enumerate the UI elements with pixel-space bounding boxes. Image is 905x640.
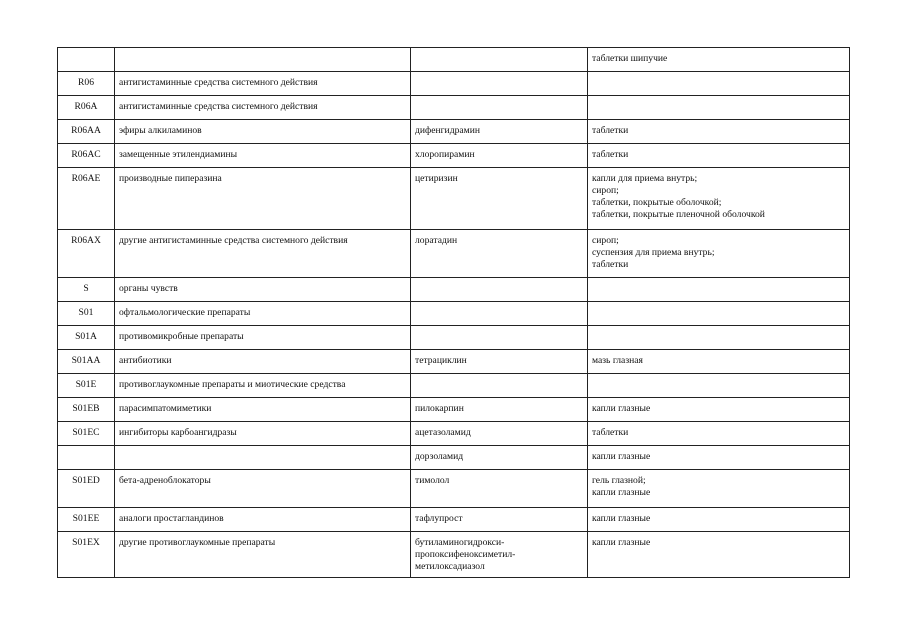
table-row — [58, 532, 850, 578]
atc-code-cell — [58, 532, 115, 578]
drug-name: метилоксадиазол — [415, 561, 485, 572]
drug-name-cell — [411, 302, 588, 326]
atc-code: S01EC — [72, 427, 100, 438]
anatomical-group-cell — [115, 302, 411, 326]
atc-code: S01E — [75, 379, 97, 390]
drug-name-cell — [411, 350, 588, 374]
atc-code-cell — [58, 96, 115, 120]
dosage-form: таблетки — [592, 149, 629, 160]
anatomical-group-cell — [115, 96, 411, 120]
atc-code: S01AA — [71, 355, 101, 366]
anatomical-group-cell — [115, 446, 411, 470]
anatomical-group-cell — [115, 278, 411, 302]
atc-code: S01EX — [72, 537, 100, 548]
table-row — [58, 72, 850, 96]
drug-name: цетиризин — [415, 173, 458, 184]
anatomical-group-cell — [115, 48, 411, 72]
drug-name-cell — [411, 168, 588, 230]
drug-name-cell — [411, 144, 588, 168]
anatomical-group: органы чувств — [119, 283, 178, 294]
anatomical-group: офтальмологические препараты — [119, 307, 251, 318]
table-row — [58, 168, 850, 230]
atc-code-cell — [58, 508, 115, 532]
dosage-form-cell — [588, 350, 850, 374]
table-row — [58, 446, 850, 470]
dosage-form: капли глазные — [592, 403, 651, 414]
dosage-form-cell — [588, 326, 850, 350]
atc-code-cell — [58, 446, 115, 470]
drug-name: тимолол — [415, 475, 450, 486]
drug-name: бутиламиногидрокси- — [415, 537, 505, 548]
dosage-form: суспензия для приема внутрь; — [592, 247, 715, 258]
atc-code: R06AA — [71, 125, 101, 136]
atc-code-cell — [58, 326, 115, 350]
anatomical-group: замещенные этилендиамины — [119, 149, 238, 160]
dosage-form: таблетки шипучие — [592, 53, 668, 64]
atc-code: R06AE — [71, 173, 101, 184]
atc-code-cell — [58, 398, 115, 422]
atc-code: S01A — [75, 331, 97, 342]
dosage-form: капли глазные — [592, 451, 651, 462]
atc-code: R06 — [78, 77, 94, 88]
anatomical-group-cell — [115, 350, 411, 374]
anatomical-group: парасимпатомиметики — [119, 403, 212, 414]
anatomical-group-cell — [115, 168, 411, 230]
drug-table — [57, 47, 850, 578]
dosage-form-cell — [588, 72, 850, 96]
anatomical-group: противоглаукомные препараты и миотические средства — [119, 379, 346, 390]
atc-code: S01ED — [72, 475, 100, 486]
atc-code: S01EE — [72, 513, 100, 524]
drug-name-cell — [411, 532, 588, 578]
drug-name-cell — [411, 508, 588, 532]
dosage-form-cell — [588, 120, 850, 144]
dosage-form: таблетки — [592, 259, 629, 270]
drug-name-cell — [411, 422, 588, 446]
dosage-form: мазь глазная — [592, 355, 643, 366]
drug-name: тафлупрост — [415, 513, 463, 524]
anatomical-group: аналоги простагландинов — [119, 513, 224, 524]
dosage-form-cell — [588, 508, 850, 532]
table-row — [58, 374, 850, 398]
dosage-form: гель глазной; — [592, 475, 646, 486]
dosage-form-cell — [588, 96, 850, 120]
table-row — [58, 508, 850, 532]
atc-code-cell — [58, 230, 115, 278]
table-row — [58, 230, 850, 278]
anatomical-group: антигистаминные средства системного действия — [119, 77, 318, 88]
drug-name-cell — [411, 278, 588, 302]
anatomical-group-cell — [115, 230, 411, 278]
atc-code: S — [83, 283, 89, 294]
atc-code-cell — [58, 168, 115, 230]
anatomical-group-cell — [115, 470, 411, 508]
drug-name-cell — [411, 120, 588, 144]
anatomical-group-cell — [115, 532, 411, 578]
dosage-form-cell — [588, 532, 850, 578]
drug-name: дифенгидрамин — [415, 125, 480, 136]
atc-code: S01 — [78, 307, 94, 318]
dosage-form-cell — [588, 446, 850, 470]
drug-name-cell — [411, 446, 588, 470]
atc-code-cell — [58, 72, 115, 96]
atc-code-cell — [58, 48, 115, 72]
anatomical-group-cell — [115, 326, 411, 350]
anatomical-group: ингибиторы карбоангидразы — [119, 427, 237, 438]
drug-name-cell — [411, 48, 588, 72]
dosage-form: сироп; — [592, 235, 619, 246]
atc-code-cell — [58, 278, 115, 302]
table-row — [58, 302, 850, 326]
drug-name: пилокарпин — [415, 403, 464, 414]
anatomical-group-cell — [115, 398, 411, 422]
table-row — [58, 350, 850, 374]
drug-name-cell — [411, 230, 588, 278]
dosage-form: таблетки — [592, 125, 629, 136]
table-row — [58, 48, 850, 72]
dosage-form: сироп; — [592, 185, 619, 196]
anatomical-group: производные пиперазина — [119, 173, 222, 184]
drug-name-cell — [411, 326, 588, 350]
dosage-form-cell — [588, 302, 850, 326]
anatomical-group-cell — [115, 508, 411, 532]
dosage-form: капли глазные — [592, 513, 651, 524]
dosage-form-cell — [588, 48, 850, 72]
anatomical-group-cell — [115, 72, 411, 96]
drug-name-cell — [411, 470, 588, 508]
atc-code: R06A — [74, 101, 98, 112]
atc-code: R06AX — [71, 235, 101, 246]
table-row — [58, 120, 850, 144]
dosage-form: таблетки — [592, 427, 629, 438]
table-row — [58, 278, 850, 302]
anatomical-group-cell — [115, 120, 411, 144]
table-row — [58, 422, 850, 446]
table-row — [58, 326, 850, 350]
atc-code-cell — [58, 302, 115, 326]
anatomical-group: эфиры алкиламинов — [119, 125, 202, 136]
dosage-form: капли глазные — [592, 487, 651, 498]
atc-code: S01EB — [72, 403, 100, 414]
atc-code: R06AC — [71, 149, 101, 160]
dosage-form: капли глазные — [592, 537, 651, 548]
drug-name: ацетазоламид — [415, 427, 471, 438]
atc-code-cell — [58, 350, 115, 374]
atc-code-cell — [58, 374, 115, 398]
table-row — [58, 398, 850, 422]
dosage-form-cell — [588, 398, 850, 422]
atc-code-cell — [58, 144, 115, 168]
anatomical-group-cell — [115, 422, 411, 446]
dosage-form: капли для приема внутрь; — [592, 173, 698, 184]
drug-table-body — [58, 48, 850, 578]
dosage-form-cell — [588, 278, 850, 302]
drug-name-cell — [411, 72, 588, 96]
drug-name: лоратадин — [415, 235, 458, 246]
atc-code-cell — [58, 422, 115, 446]
table-row — [58, 96, 850, 120]
table-row — [58, 470, 850, 508]
anatomical-group-cell — [115, 144, 411, 168]
drug-name: дорзоламид — [415, 451, 464, 462]
atc-code-cell — [58, 120, 115, 144]
dosage-form-cell — [588, 144, 850, 168]
drug-name: пропоксифеноксиметил- — [415, 549, 516, 560]
dosage-form: таблетки, покрытые оболочкой; — [592, 197, 722, 208]
anatomical-group: антигистаминные средства системного действия — [119, 101, 318, 112]
dosage-form-cell — [588, 168, 850, 230]
dosage-form-cell — [588, 230, 850, 278]
anatomical-group: другие антигистаминные средства системного действия — [119, 235, 348, 246]
atc-code-cell — [58, 470, 115, 508]
dosage-form-cell — [588, 470, 850, 508]
anatomical-group-cell — [115, 374, 411, 398]
anatomical-group: другие противоглаукомные препараты — [119, 537, 276, 548]
drug-name: хлоропирамин — [415, 149, 475, 160]
anatomical-group: бета-адреноблокаторы — [119, 475, 211, 486]
drug-name-cell — [411, 398, 588, 422]
dosage-form-cell — [588, 374, 850, 398]
drug-name: тетрациклин — [415, 355, 467, 366]
drug-name-cell — [411, 374, 588, 398]
table-row — [58, 144, 850, 168]
anatomical-group: антибиотики — [119, 355, 172, 366]
dosage-form-cell — [588, 422, 850, 446]
dosage-form: таблетки, покрытые пленочной оболочкой — [592, 209, 765, 220]
drug-name-cell — [411, 96, 588, 120]
anatomical-group: противомикробные препараты — [119, 331, 244, 342]
